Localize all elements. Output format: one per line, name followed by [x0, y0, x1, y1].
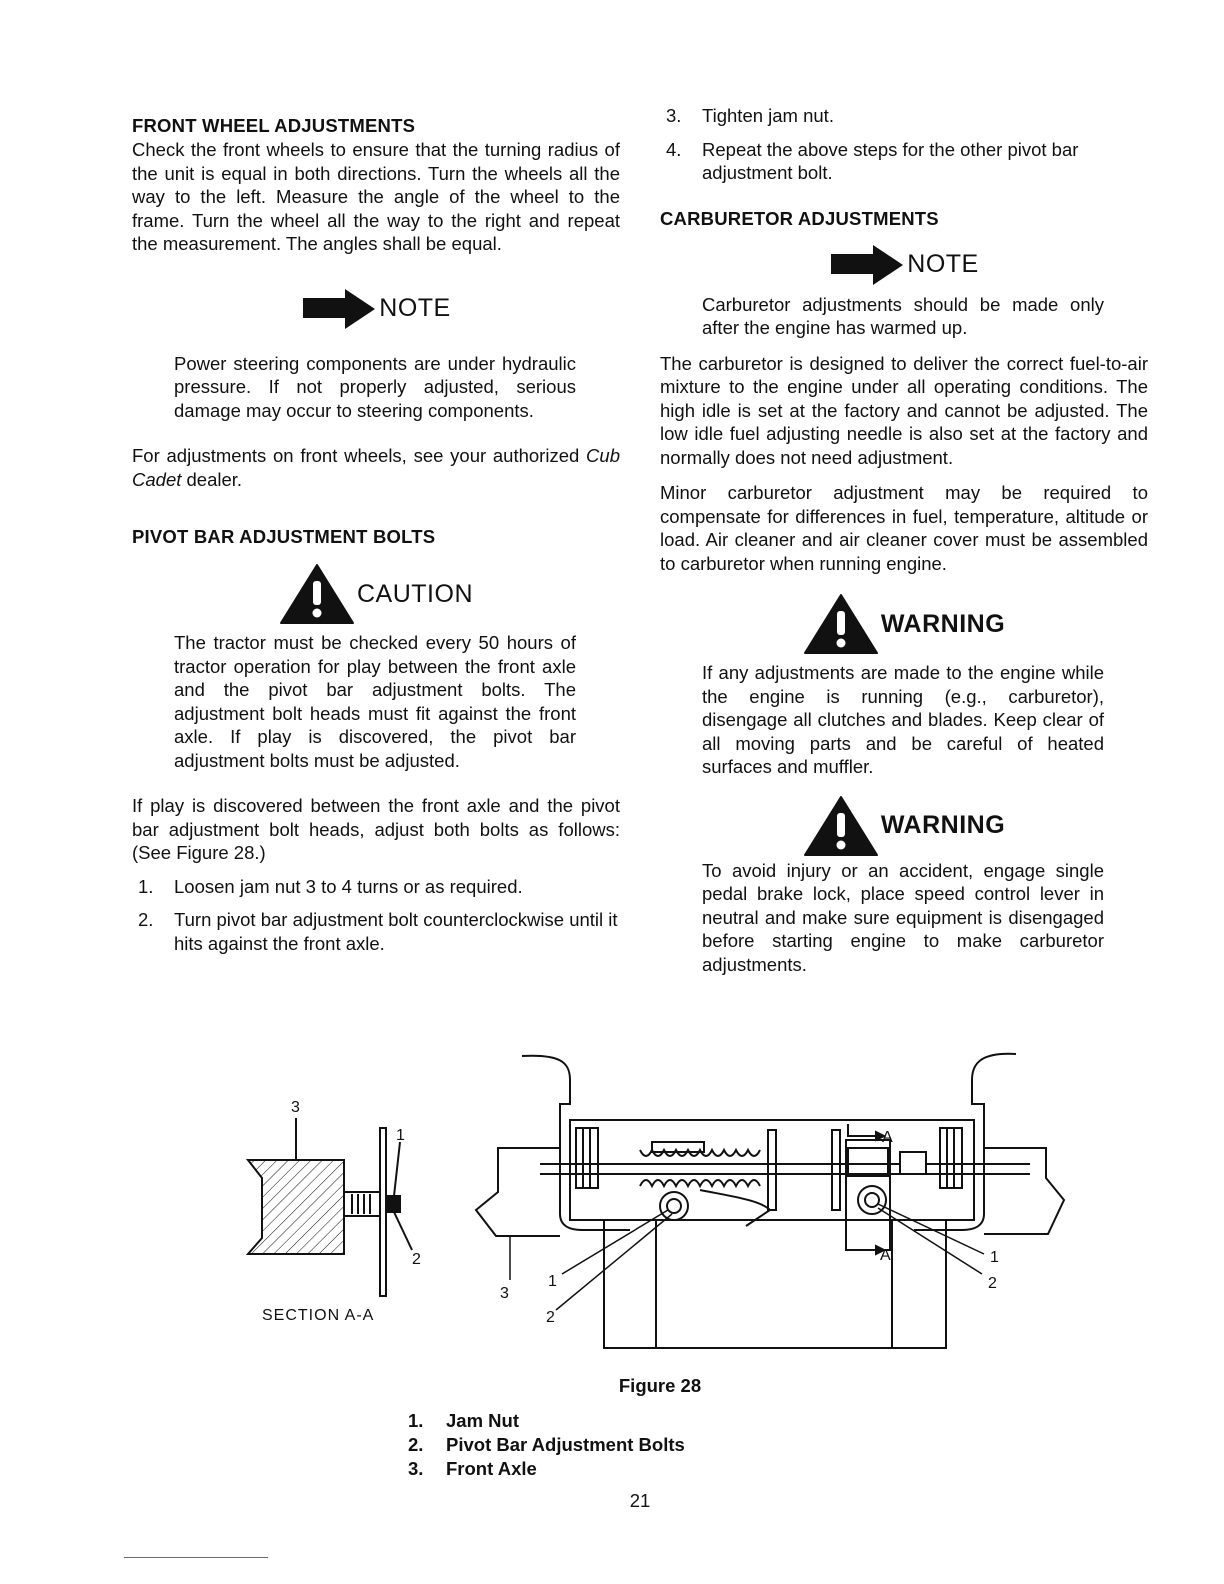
- callout-2: 2: [988, 1275, 997, 1292]
- page-number: 21: [629, 1490, 651, 1511]
- warning-signal: [660, 793, 1148, 859]
- legend-item: 2. Pivot Bar Adjustment Bolts: [408, 1434, 685, 1455]
- list-item: 1. Loosen jam nut 3 to 4 turns or as required.: [138, 875, 523, 897]
- list-item: 4. Repeat the above steps for the other pivot bar adjustment bolt.: [666, 138, 1079, 183]
- warning-triangle-icon: [803, 593, 879, 655]
- carb-para2: Minor carburetor adjustment may be required to compensate for differences in fuel, temperature, altitude or load. Air cleaner and air cleaner cover must be assembled to carburetor when running engine.: [660, 482, 1148, 574]
- warning-triangle-icon: [803, 795, 879, 857]
- arrow-note-icon: [829, 243, 905, 287]
- carburetor-heading: CARBURETOR ADJUSTMENTS: [660, 207, 939, 229]
- carb-para1: The carburetor is designed to deliver the correct fuel-to-air mixture to the engine under all operating conditions. The high idle is set at the factory and cannot be adjusted. The low idle fuel adjusting needle is also set at the factory and normally does not need adjustment.: [660, 352, 1148, 468]
- callout-3: 3: [291, 1099, 300, 1116]
- section-marker-a-bottom: A: [880, 1247, 891, 1264]
- caution-signal: [132, 561, 620, 627]
- caution-label: CAUTION: [357, 579, 473, 608]
- footer-divider: [124, 1557, 268, 1558]
- callout-1: 1: [548, 1273, 557, 1290]
- figure-28-illustration: [0, 1040, 1224, 1380]
- note-signal: [132, 278, 620, 340]
- note-signal: [660, 237, 1148, 293]
- front-wheel-heading: FRONT WHEEL ADJUSTMENTS: [132, 115, 416, 136]
- caution-text: The tractor must be checked every 50 hours of tractor operation for play between the front axle and the pivot bar adjustment bolts. The adjustment bolt heads must fit against the front axle. If play is discovered, the pivot bar adjustment bolts must be adjusted.: [174, 632, 576, 771]
- dealer-text: For adjustments on front wheels, see your authorized Cub Cadet dealer.: [132, 445, 620, 490]
- right-column: [660, 104, 1148, 976]
- note-label: NOTE: [379, 294, 451, 322]
- legend-item: 3. Front Axle: [408, 1458, 537, 1479]
- caution-triangle-icon: [279, 563, 355, 625]
- carb-note-text: Carburetor adjustments should be made only after the engine has warmed up.: [702, 293, 1104, 338]
- pivot-bar-heading: PIVOT BAR ADJUSTMENT BOLTS: [132, 526, 436, 547]
- figure-caption: Figure 28: [618, 1375, 702, 1396]
- callout-1: 1: [990, 1249, 999, 1266]
- figure-legend: [408, 1409, 685, 1481]
- brand-name: Cub Cadet: [132, 445, 620, 490]
- section-marker-a-top: A: [882, 1129, 893, 1146]
- front-wheel-body: Check the front wheels to ensure that the turning radius of the unit is equal in both directions. Turn the wheels all the way to the left. Measure the angle of the wheel to the frame. Turn the wheel all the way to the right and repeat the measurement. The angles shall be equal.: [132, 139, 620, 254]
- legend-item: 1. Jam Nut: [408, 1410, 519, 1431]
- callout-2: 2: [546, 1309, 555, 1326]
- callout-3: 3: [500, 1285, 509, 1302]
- warning1-text: If any adjustments are made to the engine while the engine is running (e.g., carburetor), disengage all clutches and blades. Keep clear of all moving parts and be careful of heated surfaces and muffler.: [702, 662, 1104, 777]
- section-a-a-detail: [248, 1099, 421, 1324]
- warning-signal: [660, 591, 1148, 657]
- warning-label: WARNING: [880, 609, 1006, 638]
- left-column: [132, 114, 620, 955]
- callout-1: 1: [396, 1127, 405, 1144]
- pivot-intro: If play is discovered between the front axle and the pivot bar adjustment bolt heads, adjust both bolts as follows: (See Figure 28.): [132, 795, 620, 863]
- note-label: NOTE: [907, 250, 979, 278]
- warning-label: WARNING: [880, 811, 1006, 839]
- warning2-text: To avoid injury or an accident, engage single pedal brake lock, place speed control lever in neutral and make sure equipment is disengaged before starting engine to make carburetor adjustments.: [702, 859, 1104, 975]
- callout-2: 2: [412, 1251, 421, 1268]
- section-label: SECTION A-A: [262, 1307, 375, 1324]
- note-text: Power steering components are under hydraulic pressure. If not properly adjusted, serious damage may occur to steering components.: [174, 352, 576, 421]
- front-axle-view: [476, 1054, 1064, 1348]
- list-item: 2. Turn pivot bar adjustment bolt counterclockwise until it hits against the front axle.: [138, 909, 618, 954]
- list-item: 3. Tighten jam nut.: [666, 105, 834, 126]
- arrow-note-icon: [301, 287, 377, 331]
